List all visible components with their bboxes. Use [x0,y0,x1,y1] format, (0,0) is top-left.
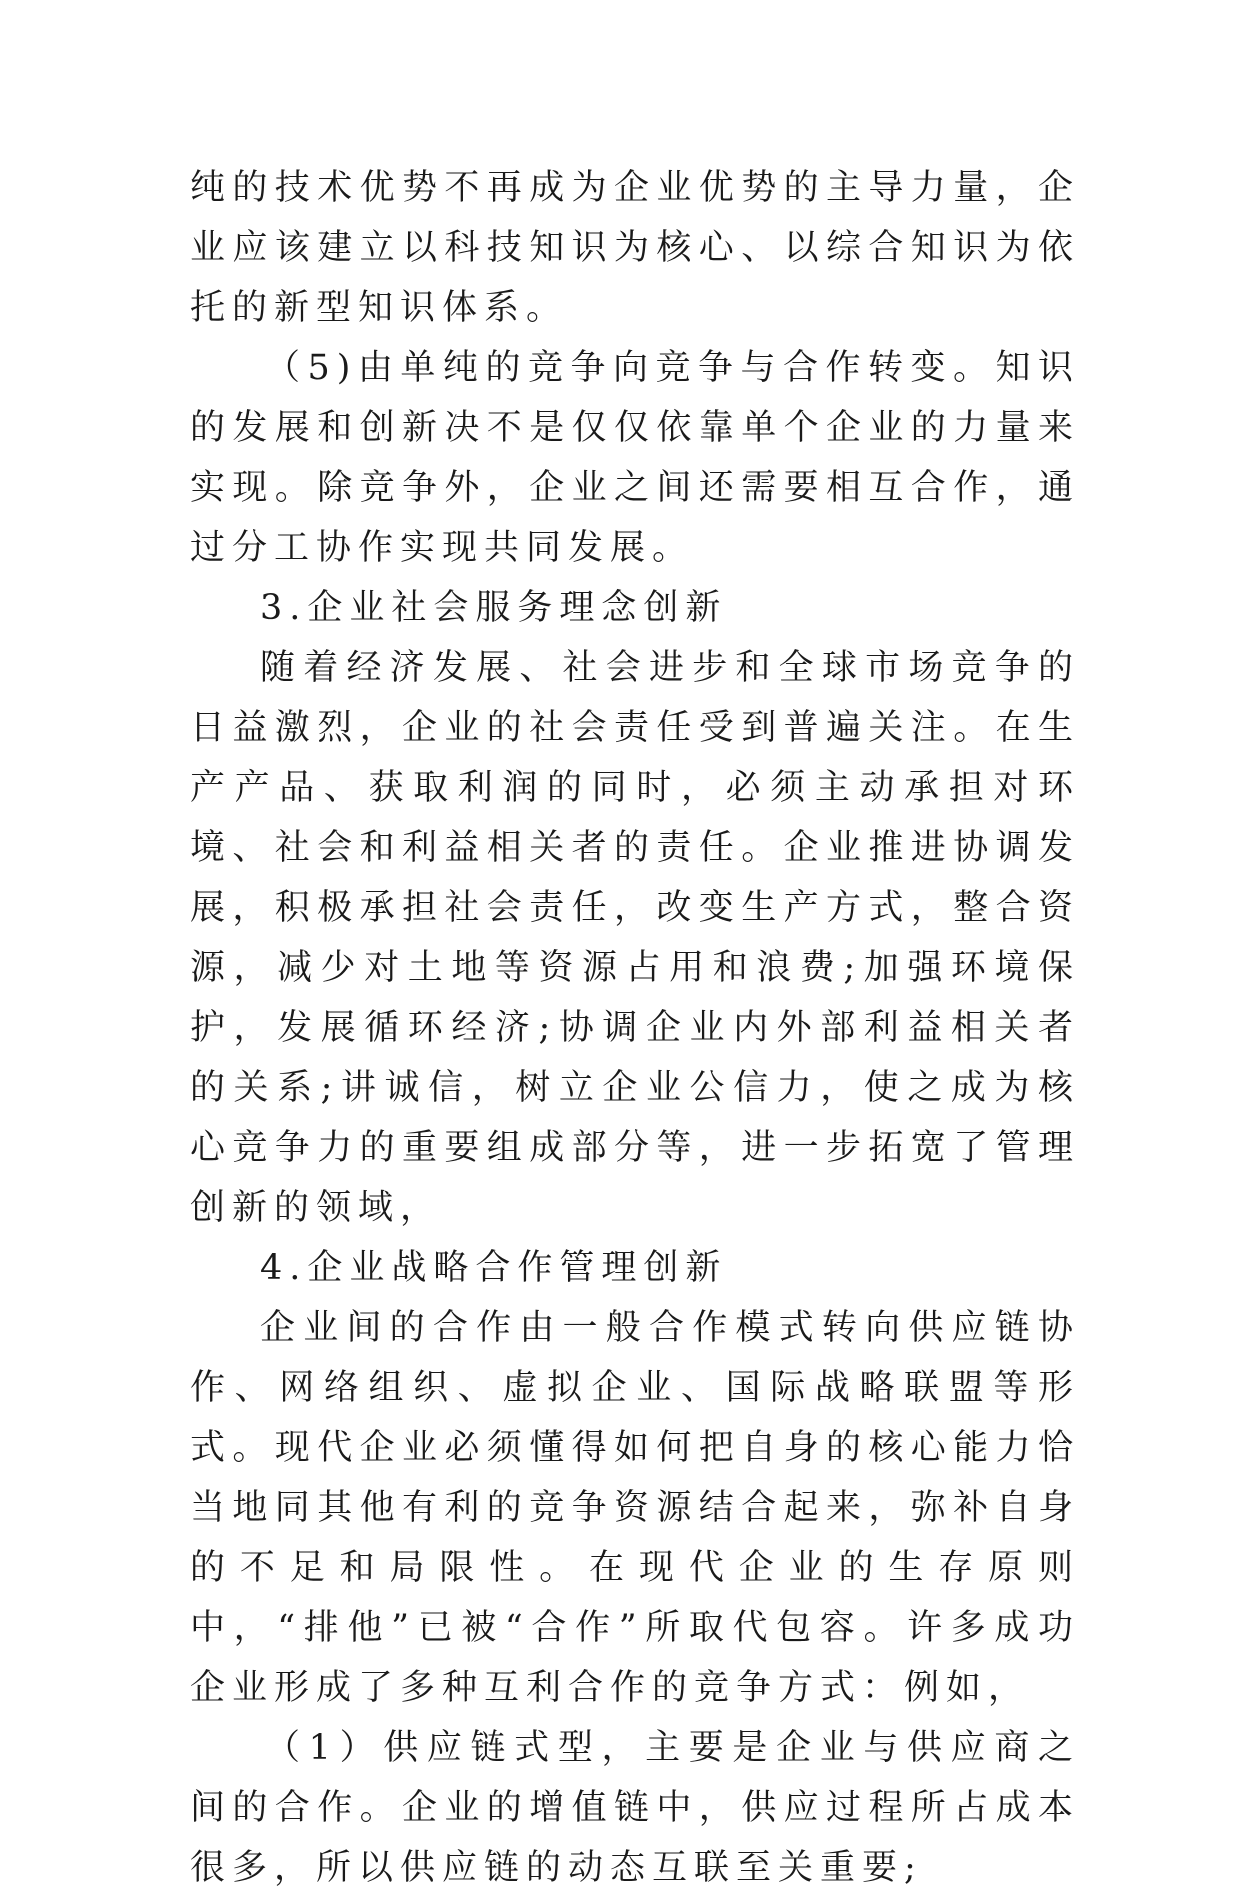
paragraph-competition-cooperation: （5)由单纯的竞争向竞争与合作转变。知识的发展和创新决不是仅仅依靠单个企业的力量来实现。除竞争外，企业之间还需要相互合作，通过分工协作实现共同发展。 [190,348,1080,568]
document-body [190,158,1080,1898]
paragraph-cooperation-models: 企业间的合作由一般合作模式转向供应链协作、网络组织、虚拟企业、国际战略联盟等形式。现代企业必须懂得如何把自身的核心能力恰当地同其他有利的竞争资源结合起来，弥补自身的不足和局限性。在现代企业的生存原则中，“排他”已被“合作”所取代包容。许多成功企业形成了多种互利合作的竞争方式：例如， [190,1308,1080,1708]
paragraph-supply-chain: （1）供应链式型，主要是企业与供应商之间的合作。企业的增值链中，供应过程所占成本很多，所以供应链的动态互联至关重要; [190,1728,1080,1888]
heading-social-service-innovation: 3.企业社会服务理念创新 [260,588,728,628]
heading-strategic-cooperation: 4.企业战略合作管理创新 [260,1248,728,1288]
paragraph-knowledge-system: 纯的技术优势不再成为企业优势的主导力量，企业应该建立以科技知识为核心、以综合知识为依托的新型知识体系。 [190,168,1080,328]
paragraph-social-responsibility: 随着经济发展、社会进步和全球市场竞争的日益激烈，企业的社会责任受到普遍关注。在生产产品、获取利润的同时，必须主动承担对环境、社会和利益相关者的责任。企业推进协调发展，积极承担社会责任，改变生产方式，整合资源，减少对土地等资源占用和浪费;加强环境保护，发展循环经济;协调企业内外部利益相关者的关系;讲诚信，树立企业公信力，使之成为核心竞争力的重要组成部分等，进一步拓宽了管理创新的领域， [190,648,1080,1228]
